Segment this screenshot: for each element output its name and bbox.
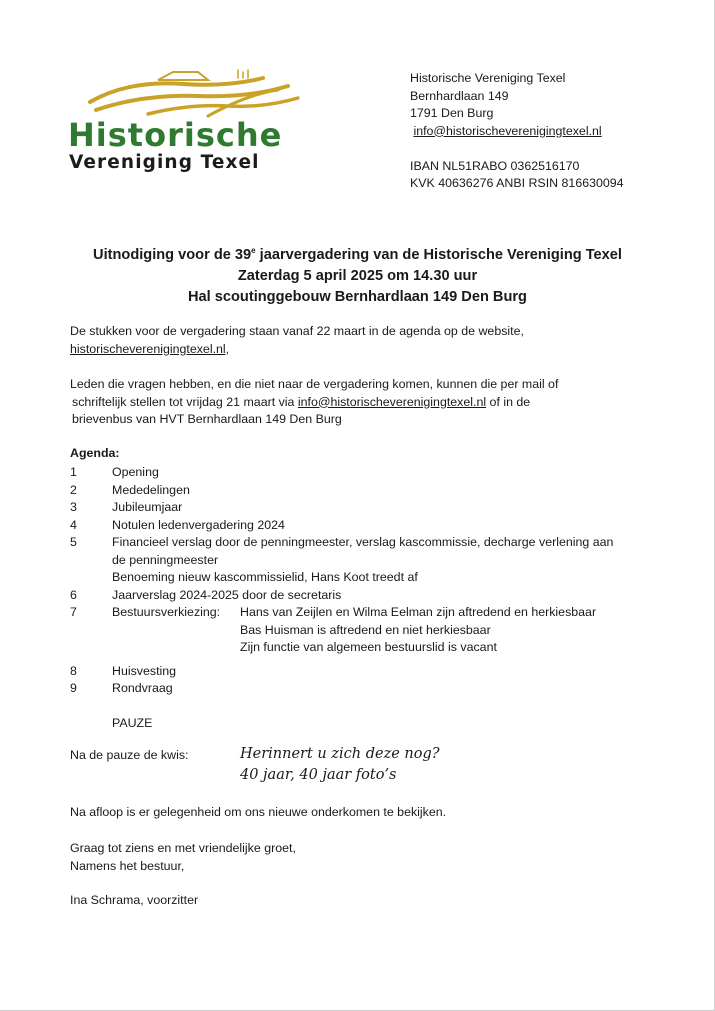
agenda-text: Financieel verslag door de penningmeester, verslag kascommissie, decharge verlening aan xyxy=(112,535,614,549)
agenda-number: 1 xyxy=(70,465,77,479)
org-iban: IBAN NL51RABO 0362516170 xyxy=(410,158,580,173)
title-ordinal: e xyxy=(251,246,256,256)
closing-greeting xyxy=(70,840,296,875)
agenda-number: 5 xyxy=(70,535,77,549)
agenda-list xyxy=(70,464,670,732)
documents-text: De stukken voor de vergadering staan vanaf 22 maart in de agenda op de website, xyxy=(70,324,524,338)
pause-item xyxy=(70,715,670,733)
signature: Ina Schrama, voorzitter xyxy=(70,893,199,907)
agenda-text: Jubileumjaar xyxy=(112,500,183,514)
website-link[interactable]: historischeverenigingtexel.nl, xyxy=(70,341,230,356)
agenda-text: Huisvesting xyxy=(112,663,177,678)
agenda-item xyxy=(70,517,670,535)
org-kvk: KVK 40636276 ANBI RSIN 816630094 xyxy=(410,176,624,190)
title-date: Zaterdag 5 april 2025 om 14.30 uur xyxy=(237,268,478,284)
agenda-item xyxy=(70,482,670,500)
agenda-item xyxy=(70,464,670,482)
questions-email-link[interactable]: info@historischeverenigingtexel.nl xyxy=(297,394,487,409)
pause-text: PAUZE xyxy=(112,715,153,730)
agenda-text: Jaarverslag 2024-2025 door de secretaris xyxy=(112,587,342,602)
agenda-item xyxy=(70,604,670,657)
logo-subtitle: Vereniging Texel xyxy=(69,152,260,173)
documents-paragraph xyxy=(70,323,524,358)
address-block xyxy=(410,70,624,193)
quiz-line2: 40 jaar, 40 jaar foto’s xyxy=(240,767,397,783)
agenda-number: 3 xyxy=(70,500,77,514)
questions-line2-rest: of in de xyxy=(486,394,531,409)
agenda-number: 2 xyxy=(70,482,77,497)
logo xyxy=(68,68,328,176)
org-email-link[interactable]: info@historischeverenigingtexel.nl xyxy=(413,123,602,138)
greeting-line: Graag tot ziens en met vriendelijke groet, xyxy=(70,841,296,855)
closing-note: Na afloop is er gelegenheid om ons nieuwe onderkomen te bekijken. xyxy=(70,805,447,819)
agenda-number: 7 xyxy=(70,605,77,619)
org-city: 1791 Den Burg xyxy=(410,106,494,120)
agenda-text-continued: de penningmeester xyxy=(112,552,219,567)
invitation-title xyxy=(0,245,715,308)
agenda-text-continued: Bas Huisman is aftredend en niet herkiesbaar xyxy=(240,622,491,637)
agenda-item xyxy=(70,587,670,605)
agenda-text-continued: Benoeming nieuw kascommissielid, Hans Koot treedt af xyxy=(112,570,418,584)
dunes-emblem-icon xyxy=(88,68,313,118)
title-location: Hal scoutinggebouw Bernhardlaan 149 Den Burg xyxy=(188,289,527,305)
questions-line1: Leden die vragen hebben, en die niet naar de vergadering komen, kunnen die per mail of xyxy=(70,377,559,391)
quiz-title xyxy=(240,744,440,786)
org-name: Historische Vereniging Texel xyxy=(410,71,566,85)
agenda-item xyxy=(70,534,670,587)
agenda-label: Bestuursverkiezing: xyxy=(112,605,221,619)
questions-line2: schriftelijk stellen tot vrijdag 21 maart via xyxy=(72,394,298,409)
agenda-text: Rondvraag xyxy=(112,681,173,695)
title-line1: Uitnodiging voor de 39 xyxy=(93,247,252,263)
title-line1-rest: jaarvergadering van de Historische Vereniging Texel xyxy=(255,247,622,263)
org-street: Bernhardlaan 149 xyxy=(410,88,509,103)
agenda-item xyxy=(70,499,670,517)
agenda-heading: Agenda: xyxy=(70,446,120,460)
quiz-line1: Herinnert u zich deze nog? xyxy=(240,746,440,762)
agenda-text: Notulen ledenvergadering 2024 xyxy=(112,517,285,532)
agenda-item xyxy=(70,680,670,698)
agenda-number: 8 xyxy=(70,663,77,678)
agenda-text: Opening xyxy=(112,465,159,479)
agenda-number: 6 xyxy=(70,587,77,602)
agenda-number: 4 xyxy=(70,517,77,532)
agenda-text: Mededelingen xyxy=(112,482,190,497)
agenda-text-continued: Zijn functie van algemeen bestuurslid is vacant xyxy=(240,640,497,654)
agenda-item xyxy=(70,663,670,681)
on-behalf-line: Namens het bestuur, xyxy=(70,858,185,873)
questions-paragraph xyxy=(70,376,558,429)
agenda-text: Hans van Zeijlen en Wilma Eelman zijn aftredend en herkiesbaar xyxy=(240,605,597,619)
agenda-number: 9 xyxy=(70,681,77,695)
quiz-label: Na de pauze de kwis: xyxy=(70,748,189,762)
logo-title: Historische xyxy=(68,116,283,154)
questions-line3: brievenbus van HVT Bernhardlaan 149 Den Burg xyxy=(72,412,342,426)
